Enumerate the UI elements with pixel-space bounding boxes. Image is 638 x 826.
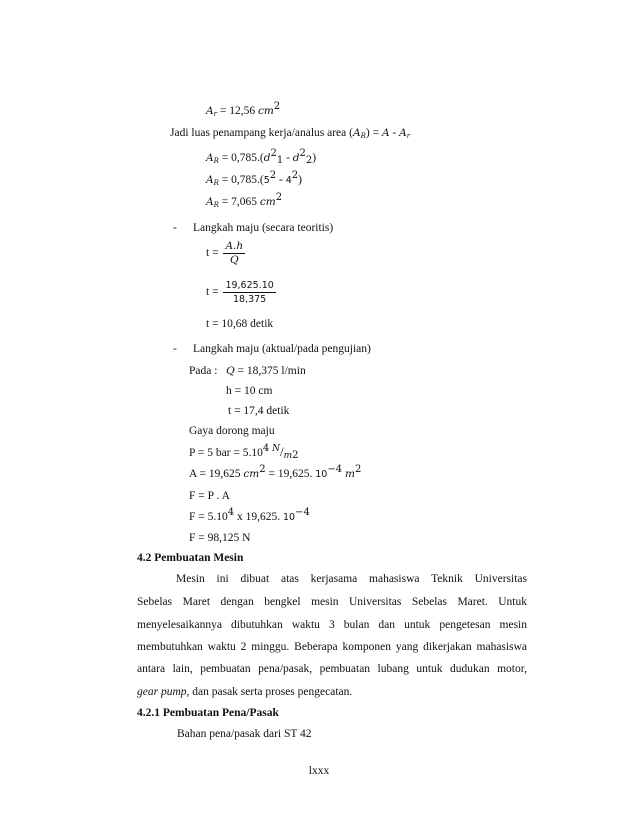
para-line-1: Mesin ini dibuat atas kerjasama mahasiswa Teknik Universitas: [176, 573, 527, 585]
fraction-ah-q: $\frac{A.h}{Q}$: [225, 240, 244, 266]
ar-formula-line: $A_R = 0,785.(d^2_1 - d^2_2)$: [206, 148, 317, 166]
bullet-actual: - Langkah maju (aktual/pada pengujian): [173, 343, 371, 355]
area-line: A = 19,625 $cm^2 = 19,625$. $10^{-4}$ $m^2$: [189, 464, 362, 480]
ar-values-line: $A_R = 0,785.(5^2 - 4^2)$: [206, 170, 302, 187]
para-line-6: gear pump, dan pasak serta proses pengecatan.: [137, 686, 353, 698]
para-line-3: menyelesaikannya dibutuhkan waktu 3 bulan dan untuk pengetesan mesin: [137, 619, 527, 631]
pressure-line: P = 5 bar = $5.10^4$ $^N/_{m2}$: [189, 443, 299, 461]
ar-result-line: $A_R = 7,065$ $cm^2$: [206, 192, 283, 209]
section-4-2-1-para: Bahan pena/pasak dari ST 42: [177, 728, 312, 740]
gaya-line: Gaya dorong maju: [189, 425, 275, 437]
page-number: lxxx: [308, 765, 330, 777]
section-heading-4-2-1: 4.2.1 Pembuatan Pena/Pasak: [137, 707, 279, 719]
t-result-line: t = 10,68 detik: [206, 318, 274, 330]
bullet-theoretical: - Langkah maju (secara teoritis): [173, 222, 334, 234]
force-result-line: F = 98,125 N: [189, 532, 251, 544]
fraction-values: $\frac{19,625.10}{18,375}$: [225, 280, 274, 305]
pada-q-line: Pada : Q = 18,375 l/min: [189, 365, 306, 377]
t-formula-line: t = $\frac{A.h}{Q}$: [206, 240, 244, 266]
force-calc-line: $F = 5.10^4$ x 19,625. $10^{-4}$: [189, 507, 310, 523]
para-line-2: Sebelas Maret dengan bengkel mesin Universitas Sebelas Maret. Untuk: [137, 596, 527, 608]
force-formula-line: F = P . A: [189, 490, 230, 502]
effective-area-line: Jadi luas penampang kerja/analus area $(A_R) = A - A_r$: [170, 127, 411, 140]
h-line: h = 10 cm: [226, 385, 273, 397]
section-heading-4-2: 4.2 Pembuatan Mesin: [137, 552, 244, 564]
para-line-4: membutuhkan waktu 2 minggu. Beberapa komponen yang dikerjakan mahasiswa: [137, 641, 527, 653]
t-values-line: t = $\frac{19,625.10}{18,375}$: [206, 280, 274, 305]
para-line-5: antara lain, pembuatan pena/pasak, pembuatan lubang untuk dudukan motor,: [137, 663, 527, 675]
t-actual-line: t = 17,4 detik: [228, 405, 290, 417]
ar-line: $A_r = 12,56$ $cm^2$: [206, 101, 281, 118]
